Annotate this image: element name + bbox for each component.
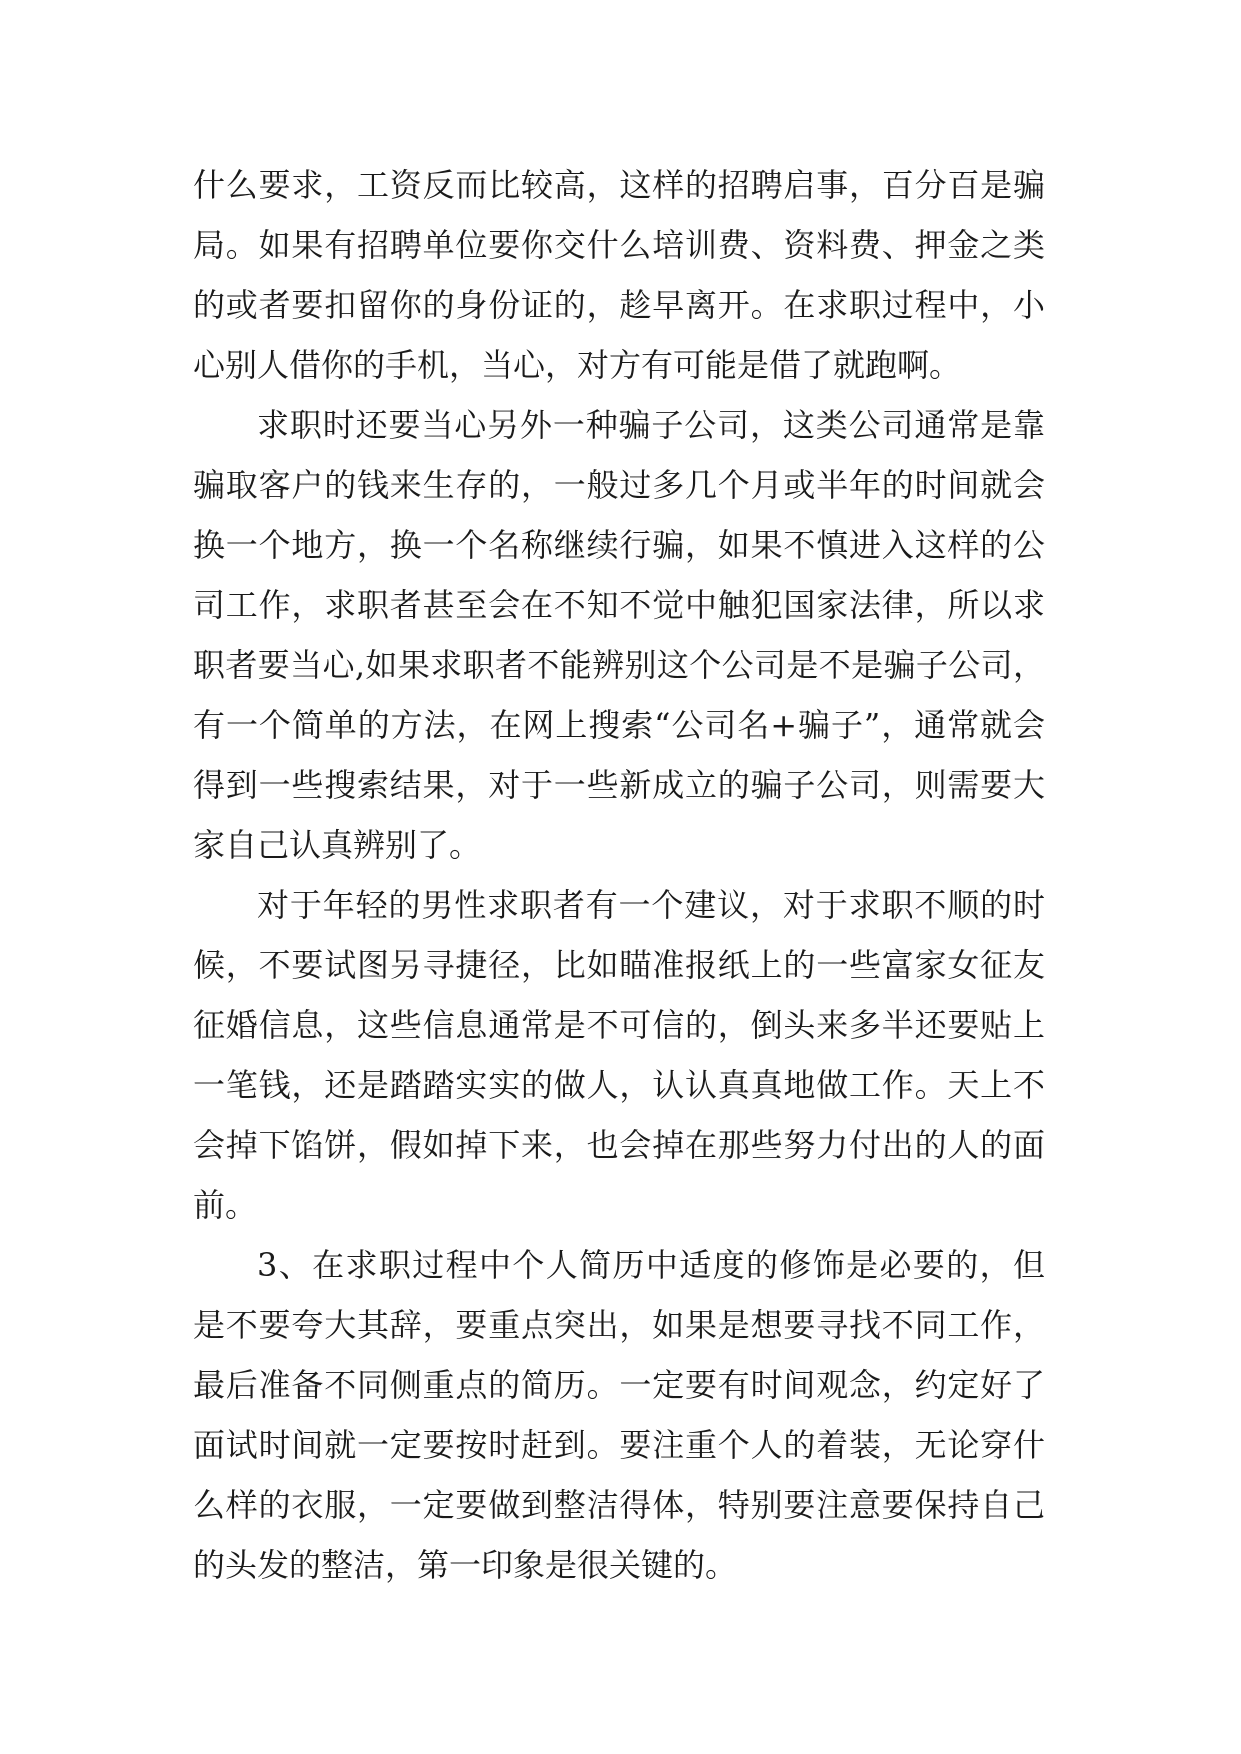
document-body xyxy=(193,155,1045,1595)
paragraph-scam-companies: 求职时还要当心另外一种骗子公司，这类公司通常是靠骗取客户的钱来生存的，一般过多几个月或半年的时间就会换一个地方，换一个名称继续行骗，如果不慎进入这样的公司工作，求职者甚至会在不知不觉中触犯国家法律，所以求职者要当心,如果求职者不能辨别这个公司是不是骗子公司，有一个简单的方法，在网上搜索“公司名+骗子”，通常就会得到一些搜索结果，对于一些新成立的骗子公司，则需要大家自己认真辨别了。 xyxy=(193,406,1045,864)
paragraph-continuation: 什么要求，工资反而比较高，这样的招聘启事，百分百是骗局。如果有招聘单位要你交什么培训费、资料费、押金之类的或者要扣留你的身份证的，趁早离开。在求职过程中，小心别人借你的手机，当心，对方有可能是借了就跑啊。 xyxy=(193,166,1045,384)
paragraph-advice-young-men: 对于年轻的男性求职者有一个建议，对于求职不顺的时候，不要试图另寻捷径，比如瞄准报纸上的一些富家女征友征婚信息，这些信息通常是不可信的，倒头来多半还要贴上一笔钱，还是踏踏实实的做人，认认真真地做工作。天上不会掉下馅饼，假如掉下来，也会掉在那些努力付出的人的面前。 xyxy=(193,886,1045,1224)
paragraph-resume-tips: 3、在求职过程中个人简历中适度的修饰是必要的，但是不要夸大其辞，要重点突出，如果是想要寻找不同工作，最后准备不同侧重点的简历。一定要有时间观念，约定好了面试时间就一定要按时赶到。要注重个人的着装，无论穿什么样的衣服，一定要做到整洁得体，特别要注意要保持自己的头发的整洁，第一印象是很关键的。 xyxy=(193,1246,1045,1584)
